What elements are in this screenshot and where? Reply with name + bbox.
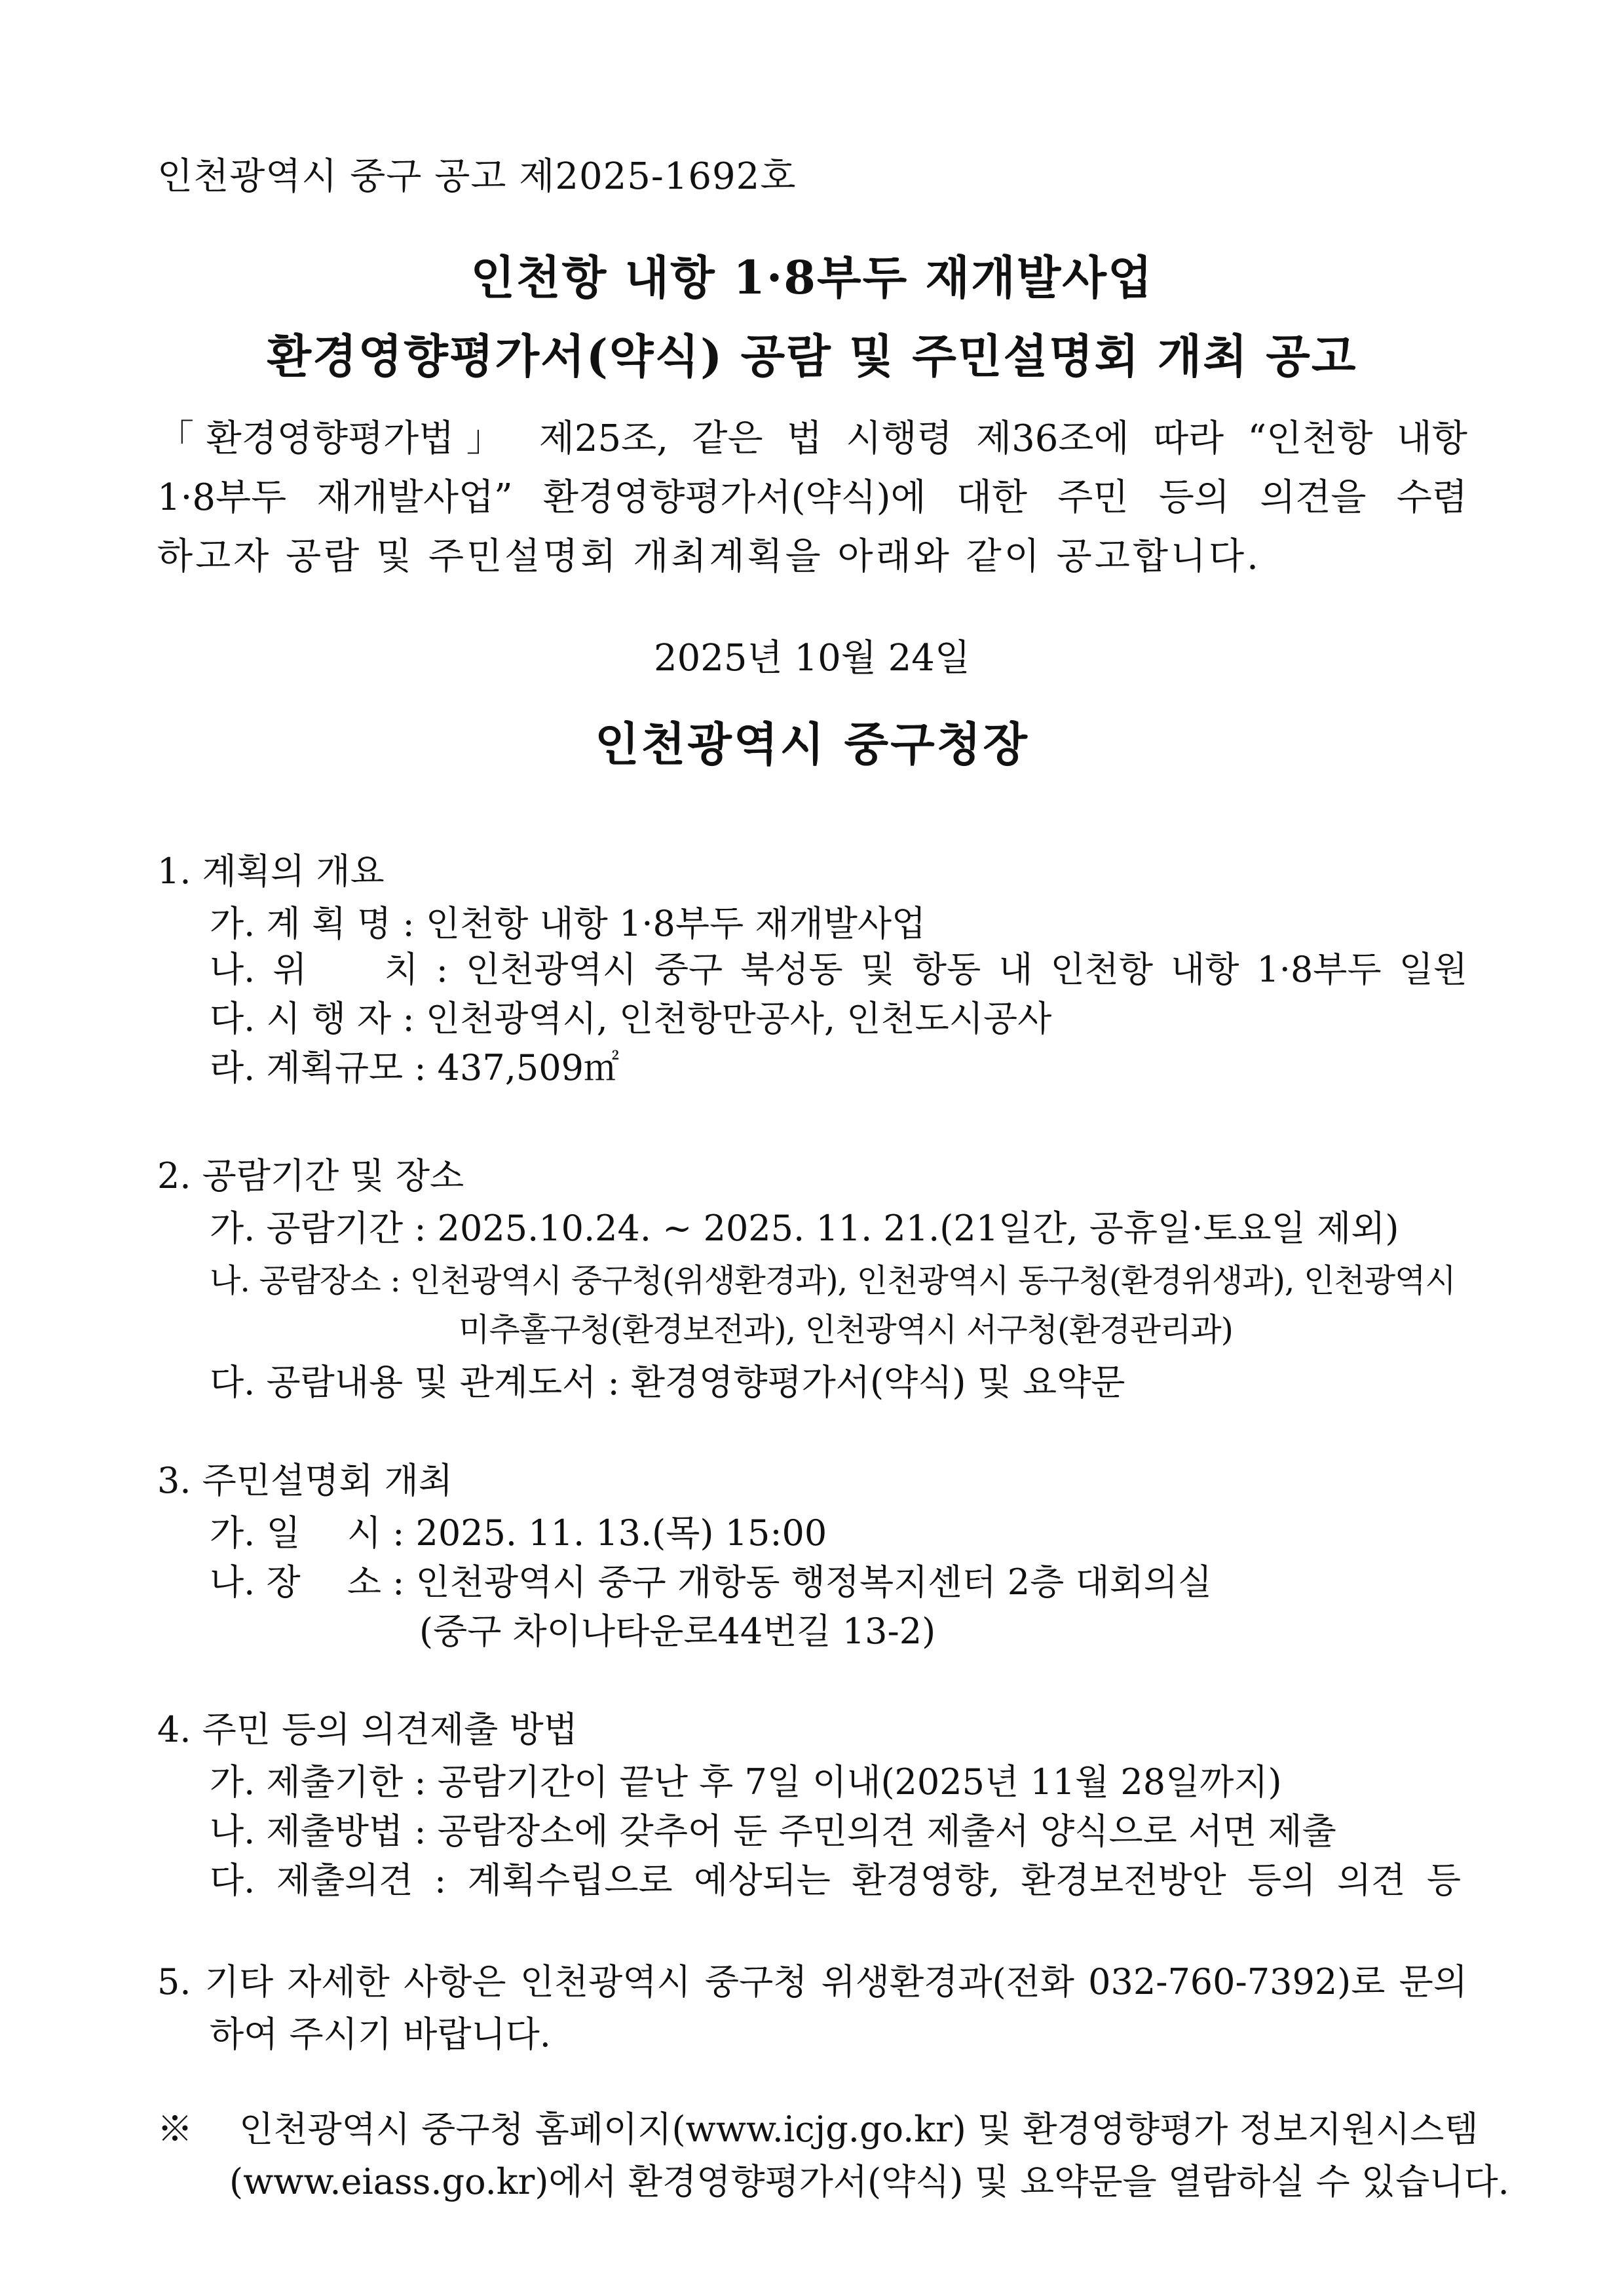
notice-date: 2025년 10월 24일 [654,637,970,679]
section-2-item-b: 나. 공람장소 : 인천광역시 중구청(위생환경과), 인천광역시 동구청(환경위생과), 인천광역시 [210,1262,1456,1299]
intro-line-2: 1·8부두 재개발사업” 환경영향평가서(약식)에 대한 주민 등의 의견을 수렴 [157,476,1467,519]
section-5-line-1: 5. 기타 자세한 사항은 인천광역시 중구청 위생환경과(전화 032-760-7392)로 문의 [157,1961,1467,2002]
section-4-heading: 4. 주민 등의 의견제출 방법 [157,1709,578,1750]
section-1-item-b: 나. 위 치 : 인천광역시 중구 북성동 및 항동 내 인천항 내항 1·8부두 일원 [210,949,1467,990]
section-2-item-b-continued: 미추홀구청(환경보전과), 인천광역시 서구청(환경관리과) [459,1311,1233,1349]
notice-number: 인천광역시 중구 공고 제2025-1692호 [157,155,797,198]
note-line-2: (www.eiass.go.kr)에서 환경영향평가서(약식) 및 요약문을 열람하실 수 있습니다. [229,2161,1509,2202]
section-3-item-b: 나. 장 소 : 인천광역시 중구 개항동 행정복지센터 2층 대회의실 [210,1561,1213,1603]
title-line-2: 환경영향평가서(약식) 공람 및 주민설명회 개최 공고 [267,329,1357,383]
intro-line-3: 하고자 공람 및 주민설명회 개최계획을 아래와 같이 공고합니다. [157,535,1261,578]
section-1-heading: 1. 계획의 개요 [157,851,385,892]
section-3-heading: 3. 주민설명회 개최 [157,1460,453,1501]
section-4-item-a: 가. 제출기한 : 공람기간이 끝난 후 7일 이내(2025년 11월 28일까지) [210,1761,1282,1803]
section-1-item-c: 다. 시 행 자 : 인천광역시, 인천항만공사, 인천도시공사 [210,998,1052,1039]
section-1-item-a: 가. 계 획 명 : 인천항 내항 1·8부두 재개발사업 [210,903,926,944]
issuer: 인천광역시 중구청장 [595,717,1029,771]
note-line-1: ※ 인천광역시 중구청 홈페이지(www.icjg.go.kr) 및 환경영향평가 정보지원시스템 [157,2109,1479,2150]
section-2-item-a: 가. 공람기간 : 2025.10.24. ~ 2025. 11. 21.(21일간, 공휴일·토요일 제외) [210,1208,1399,1249]
section-3-item-b-continued: (중구 차이나타운로44번길 13-2) [419,1611,936,1652]
section-2-heading: 2. 공람기간 및 장소 [157,1155,464,1196]
section-4-item-c: 다. 제출의견 : 계획수립으로 예상되는 환경영향, 환경보전방안 등의 의견 등 [210,1860,1461,1901]
intro-line-1: 「환경영향평가법」 제25조, 같은 법 시행령 제36조에 따라 “인천항 내항 [157,417,1467,460]
section-5-line-2: 하여 주시기 바랍니다. [210,2014,551,2055]
section-4-item-b: 나. 제출방법 : 공람장소에 갖추어 둔 주민의견 제출서 양식으로 서면 제출 [210,1810,1336,1852]
section-2-item-c: 다. 공람내용 및 관계도서 : 환경영향평가서(약식) 및 요약문 [210,1362,1125,1403]
section-3-item-a: 가. 일 시 : 2025. 11. 13.(목) 15:00 [210,1512,827,1554]
section-1-item-d: 라. 계획규모 : 437,509㎡ [210,1047,619,1088]
title-line-1: 인천항 내항 1·8부두 재개발사업 [470,250,1154,305]
